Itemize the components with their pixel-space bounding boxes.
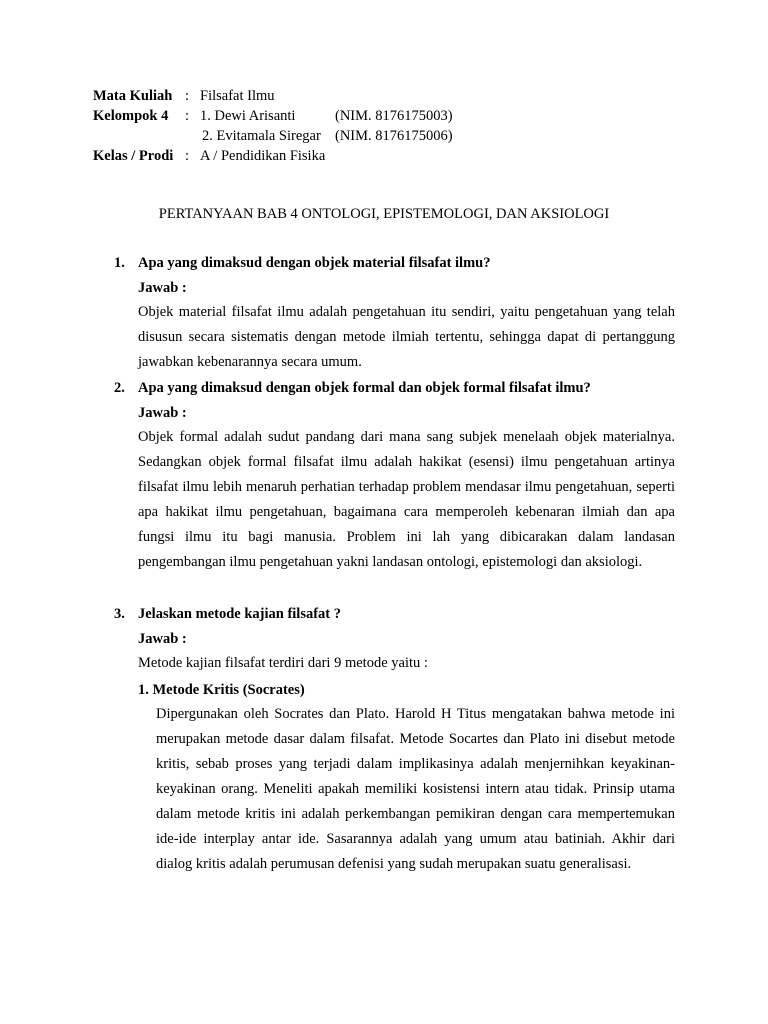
question-number: 1. — [114, 255, 125, 271]
kelas-value: A / Pendidikan Fisika — [200, 148, 326, 164]
answer-text: Metode kajian filsafat terdiri dari 9 metode yaitu : — [138, 655, 428, 671]
answer-text: Objek material filsafat ilmu adalah pengetahuan itu sendiri, yaitu pengetahuan yang telah disusun secara sistematis dengan metode ilmiah tertentu, sehingga dapat di pertanggung jawabkan kebenarannya secara umum. — [138, 304, 675, 370]
mata-kuliah-label: Mata Kuliah — [93, 88, 173, 104]
question-3 — [0, 604, 768, 624]
member-1-nim: (NIM. 8176175003) — [335, 108, 453, 124]
question-number: 3. — [114, 606, 125, 622]
colon: : — [185, 148, 190, 164]
question-text: Jelaskan metode kajian filsafat ? — [138, 606, 341, 622]
subheading-metode-kritis: 1. Metode Kritis (Socrates) — [138, 682, 305, 698]
question-number: 2. — [114, 380, 125, 396]
member-2-nim: (NIM. 8176175006) — [335, 128, 453, 144]
member-1-name: 1. Dewi Arisanti — [200, 108, 296, 124]
jawab-label: Jawab : — [138, 631, 187, 647]
kelas-label: Kelas / Prodi — [93, 148, 174, 164]
colon: : — [185, 88, 190, 104]
question-text: Apa yang dimaksud dengan objek formal dan objek formal filsafat ilmu? — [138, 380, 591, 396]
mata-kuliah-value: Filsafat Ilmu — [200, 88, 275, 104]
answer-text: Objek formal adalah sudut pandang dari mana sang subjek menelaah objek materialnya. Sedangkan objek formal filsafat ilmu adalah hakikat (esensi) ilmu pengetahuan artinya filsafat ilmu lebih menaruh perhatian terhadap problem mendasar ilmu pengetahuan, seperti apa hakikat ilmu pengetahuan, bagaimana cara memperoleh kebenaran ilmiah dan apa fungsi ilmu itu bagi manusia. Problem ini lah yang dibicarakan dalam landasan pengembangan ilmu pengetahuan yakni landasan ontologi, epistemologi dan aksiologi. — [138, 429, 675, 570]
colon: : — [185, 108, 190, 124]
question-2 — [0, 378, 768, 398]
jawab-label: Jawab : — [138, 405, 187, 421]
jawab-label: Jawab : — [138, 280, 187, 296]
subanswer-text: Dipergunakan oleh Socrates dan Plato. Harold H Titus mengatakan bahwa metode ini merupakan metode dasar dalam filsafat. Metode Socartes dan Plato ini disebut metode kritis, sebab proses yang terjadi dalam implikasinya adalah menjernihkan keyakinan-keyakinan orang. Meneliti apakah memiliki kosistensi intern atau tidak. Prinsip utama dalam metode kritis ini adalah perkembangan pemikiran dengan cara mempertemukan ide-ide interplay antar ide. Sasarannya adalah yang umum atau batiniah. Akhir dari dialog kritis adalah perumusan defenisi yang sudah merupakan suatu generalisasi. — [156, 706, 675, 872]
kelompok-label: Kelompok 4 — [93, 108, 169, 124]
member-2-name: 2. Evitamala Siregar — [202, 128, 321, 144]
question-1 — [0, 253, 768, 273]
page-title: PERTANYAAN BAB 4 ONTOLOGI, EPISTEMOLOGI, DAN AKSIOLOGI — [158, 206, 610, 222]
question-text: Apa yang dimaksud dengan objek material filsafat ilmu? — [138, 255, 491, 271]
